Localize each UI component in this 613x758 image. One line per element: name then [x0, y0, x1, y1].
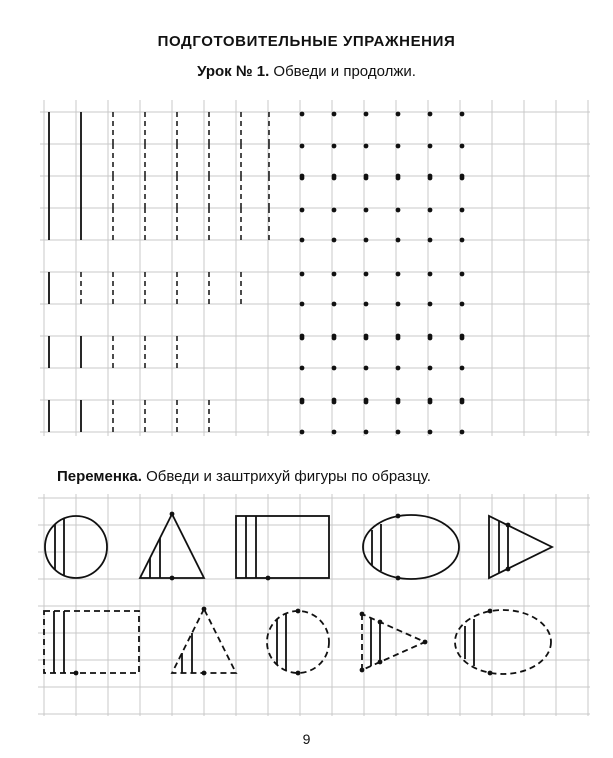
dot: [488, 671, 493, 676]
break-title: [57, 468, 431, 485]
dot: [428, 144, 433, 149]
dot: [396, 576, 401, 581]
dot: [396, 272, 401, 277]
dot: [428, 336, 433, 341]
dot: [396, 176, 401, 181]
dot: [332, 208, 337, 213]
break-instruction: Обведи и заштрихуй фигуры по образцу.: [146, 468, 431, 485]
dot: [428, 430, 433, 435]
dot: [296, 609, 301, 614]
dot: [423, 640, 428, 645]
dot: [396, 336, 401, 341]
dot: [396, 430, 401, 435]
dot: [378, 620, 383, 625]
dot: [428, 176, 433, 181]
dot: [460, 366, 465, 371]
dot: [506, 523, 511, 528]
dot: [74, 671, 79, 676]
dot: [332, 302, 337, 307]
dot: [428, 208, 433, 213]
dot: [460, 302, 465, 307]
dot: [300, 144, 305, 149]
dot: [332, 176, 337, 181]
dot: [428, 400, 433, 405]
page-number: 9: [302, 731, 311, 747]
dot: [460, 112, 465, 117]
dot: [364, 144, 369, 149]
dot: [460, 208, 465, 213]
dot: [396, 144, 401, 149]
dot: [460, 336, 465, 341]
dot: [332, 112, 337, 117]
dot: [300, 176, 305, 181]
dot: [364, 112, 369, 117]
dot: [300, 336, 305, 341]
break-label: Переменка.: [57, 468, 142, 485]
dot: [460, 430, 465, 435]
dashed-rectangle-shape: [44, 611, 139, 673]
dot: [332, 144, 337, 149]
dot: [428, 112, 433, 117]
dot: [300, 238, 305, 243]
dot: [396, 302, 401, 307]
dot: [460, 144, 465, 149]
dot: [364, 366, 369, 371]
dashed-oval-shape: [455, 610, 551, 674]
dot: [170, 512, 175, 517]
dot: [202, 607, 207, 612]
dot: [396, 514, 401, 519]
dot: [506, 567, 511, 572]
dot: [332, 366, 337, 371]
dot: [300, 430, 305, 435]
dot: [428, 302, 433, 307]
dot: [332, 400, 337, 405]
dot: [300, 400, 305, 405]
dot: [428, 238, 433, 243]
dot: [300, 112, 305, 117]
dot: [396, 238, 401, 243]
dot: [300, 302, 305, 307]
dot: [364, 208, 369, 213]
dot: [300, 272, 305, 277]
dot: [396, 112, 401, 117]
dot: [332, 272, 337, 277]
dot: [428, 272, 433, 277]
dot: [460, 400, 465, 405]
dot: [170, 576, 175, 581]
dot: [460, 176, 465, 181]
dot: [364, 302, 369, 307]
dot: [364, 238, 369, 243]
dot: [300, 208, 305, 213]
dot: [296, 671, 301, 676]
dot: [488, 609, 493, 614]
dot: [332, 336, 337, 341]
dot: [300, 366, 305, 371]
dot: [202, 671, 207, 676]
dot: [396, 366, 401, 371]
lesson-instruction: Обведи и продолжи.: [273, 63, 416, 80]
dot: [396, 400, 401, 405]
lesson-label: Урок № 1.: [197, 63, 270, 80]
dot: [460, 272, 465, 277]
dot: [332, 238, 337, 243]
dot: [378, 660, 383, 665]
dot: [364, 400, 369, 405]
dot: [364, 272, 369, 277]
dot: [266, 576, 271, 581]
dot: [332, 430, 337, 435]
dot: [428, 366, 433, 371]
dot: [364, 430, 369, 435]
dot: [360, 612, 365, 617]
dot: [460, 238, 465, 243]
dot: [360, 668, 365, 673]
page-heading: ПОДГОТОВИТЕЛЬНЫЕ УПРАЖНЕНИЯ: [157, 33, 456, 50]
dot: [364, 336, 369, 341]
dot: [396, 208, 401, 213]
dot: [364, 176, 369, 181]
